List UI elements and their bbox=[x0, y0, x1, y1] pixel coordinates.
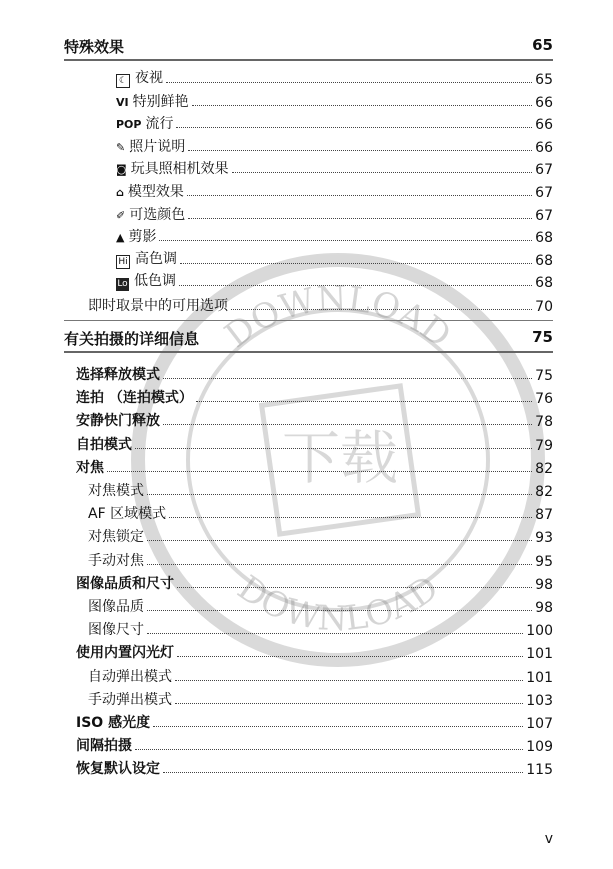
toc-entry[interactable] bbox=[116, 91, 553, 111]
dot-leader bbox=[196, 401, 532, 402]
toc-entry-page: 70 bbox=[535, 299, 553, 315]
photo-illustration-icon: ✎ bbox=[116, 140, 126, 154]
toc-subentry[interactable] bbox=[88, 689, 553, 709]
toc-entry-page: 87 bbox=[535, 507, 553, 524]
toc-entry-page: 101 bbox=[526, 669, 553, 686]
section-page: 75 bbox=[532, 328, 553, 346]
divider bbox=[64, 320, 553, 321]
section-title: 特殊效果 bbox=[64, 38, 125, 56]
toc-entry-label: 照片说明 bbox=[129, 138, 186, 155]
dot-leader bbox=[175, 680, 523, 681]
dot-leader bbox=[163, 378, 532, 379]
toc-entry-title bbox=[116, 226, 156, 246]
dot-leader bbox=[187, 195, 532, 196]
toc-entry-label: 图像品质 bbox=[88, 599, 144, 615]
toc-entry-title bbox=[116, 204, 185, 224]
toc-entry[interactable] bbox=[76, 434, 553, 454]
toc-entry-page: 67 bbox=[535, 185, 553, 201]
dot-leader bbox=[147, 540, 532, 541]
toc-subentry[interactable] bbox=[88, 596, 553, 616]
toc-entry[interactable] bbox=[76, 758, 553, 778]
dot-leader bbox=[175, 703, 523, 704]
toc-entry-page: 66 bbox=[535, 94, 553, 111]
toc-entry-label: 自动弹出模式 bbox=[88, 668, 172, 685]
dot-leader bbox=[169, 517, 532, 518]
toc-entry-label: 连拍 （连拍模式） bbox=[76, 390, 193, 407]
toc-entry-label: 夜视 bbox=[135, 70, 163, 86]
dot-leader bbox=[232, 172, 532, 173]
toc-entry-label: 玩具照相机效果 bbox=[130, 161, 229, 178]
toc-entry[interactable] bbox=[116, 271, 553, 291]
toc-entry-label: 模型效果 bbox=[127, 184, 184, 200]
section-divider bbox=[64, 59, 553, 61]
dot-leader bbox=[179, 285, 532, 286]
watermark-bottom-text: DOWNLOAD bbox=[230, 567, 446, 640]
toc-entry-label: ISO 感光度 bbox=[76, 715, 151, 731]
dot-leader bbox=[163, 772, 523, 773]
dot-leader bbox=[176, 127, 532, 128]
low-key-icon: Lo bbox=[117, 279, 128, 290]
dot-leader bbox=[166, 82, 532, 83]
section-title: 有关拍摄的详细信息 bbox=[64, 330, 200, 348]
toc-subentry[interactable] bbox=[88, 550, 553, 570]
toc-entry-label: 可选颜色 bbox=[129, 206, 186, 223]
watermark-center-text: 下载 bbox=[281, 424, 399, 492]
toc-entry-page: 115 bbox=[526, 762, 553, 779]
toc-entry-title bbox=[116, 158, 229, 178]
toc-entry[interactable] bbox=[116, 113, 553, 133]
toc-entry-label: 特别鲜艳 bbox=[132, 93, 189, 110]
toc-entry[interactable] bbox=[76, 573, 553, 593]
toc-entry-page: 101 bbox=[526, 646, 553, 663]
toc-entry-title bbox=[116, 270, 176, 291]
dot-leader bbox=[107, 471, 532, 472]
toc-entry-title bbox=[116, 136, 185, 156]
toc-entry-label: 高色调 bbox=[135, 250, 177, 267]
toc-entry[interactable] bbox=[116, 181, 553, 201]
toc-entry-label: 安静快门释放 bbox=[76, 413, 160, 430]
toc-entry-label: 间隔拍摄 bbox=[76, 738, 132, 755]
toc-entry-page: 68 bbox=[535, 252, 553, 269]
toc-entry-title bbox=[116, 181, 184, 201]
pop-icon: POP bbox=[116, 118, 142, 132]
toc-entry-label: 剪影 bbox=[128, 229, 157, 246]
toy-camera-icon: ◙ bbox=[116, 163, 127, 177]
dot-leader bbox=[153, 726, 523, 727]
vi-icon: VI bbox=[116, 95, 129, 109]
toc-entry-label: 选择释放模式 bbox=[76, 367, 160, 383]
toc-entry-page: 107 bbox=[526, 716, 553, 732]
dot-leader bbox=[135, 749, 523, 750]
toc-entry-label: 手动对焦 bbox=[88, 552, 144, 569]
toc-entry-label: 即时取景中的可用选项 bbox=[88, 298, 228, 314]
toc-entry-page: 66 bbox=[535, 139, 553, 156]
toc-entry[interactable] bbox=[116, 136, 553, 156]
toc-entry-page: 75 bbox=[535, 368, 553, 384]
toc-entry-page: 93 bbox=[535, 530, 553, 547]
toc-entry[interactable] bbox=[76, 387, 553, 407]
toc-entry-live-view[interactable] bbox=[88, 295, 553, 315]
page-number: v bbox=[544, 831, 553, 847]
toc-entry-page: 103 bbox=[526, 692, 553, 709]
toc-entry-label: 对焦 bbox=[76, 459, 104, 476]
toc-entry-page: 98 bbox=[535, 600, 553, 616]
toc-entry[interactable] bbox=[116, 226, 553, 246]
night-vision-icon: ☾ bbox=[116, 74, 130, 88]
toc-entry[interactable] bbox=[76, 712, 553, 732]
toc-entry-label: AF 区域模式 bbox=[88, 506, 167, 523]
toc-entry-title bbox=[116, 113, 173, 133]
toc-entry-page: 66 bbox=[535, 117, 553, 134]
high-key-icon: Hi bbox=[116, 255, 130, 269]
toc-entry-page: 109 bbox=[526, 739, 553, 756]
toc-entry-label: 手动弹出模式 bbox=[88, 691, 172, 708]
toc-subentry[interactable] bbox=[88, 480, 553, 500]
dot-leader bbox=[135, 448, 532, 449]
dot-leader bbox=[177, 587, 532, 588]
toc-entry-label: 流行 bbox=[145, 116, 174, 133]
toc-subentry[interactable] bbox=[88, 526, 553, 546]
toc-entry-label: 恢复默认设定 bbox=[76, 761, 160, 778]
toc-entry-page: 95 bbox=[535, 553, 553, 570]
dot-leader bbox=[177, 656, 523, 657]
toc-entry-page: 100 bbox=[526, 623, 553, 640]
toc-entry-page: 82 bbox=[535, 460, 553, 477]
toc-entry-page: 79 bbox=[535, 437, 553, 454]
dot-leader bbox=[147, 610, 532, 611]
toc-entry-page: 82 bbox=[535, 484, 553, 500]
toc-subentry[interactable] bbox=[88, 503, 553, 523]
toc-entry[interactable] bbox=[116, 68, 553, 88]
toc-entry-title bbox=[116, 67, 163, 88]
toc-entry-page: 67 bbox=[535, 162, 553, 179]
toc-subentry[interactable] bbox=[88, 619, 553, 639]
toc-entry-label: 图像尺寸 bbox=[88, 622, 144, 639]
dot-leader bbox=[147, 633, 523, 634]
dot-leader bbox=[159, 240, 532, 241]
toc-entry-title bbox=[116, 248, 177, 269]
miniature-icon: ⌂ bbox=[116, 186, 124, 199]
dot-leader bbox=[147, 564, 532, 565]
dot-leader bbox=[188, 218, 532, 219]
toc-entry-page: 68 bbox=[535, 275, 553, 292]
toc-entry-label: 低色调 bbox=[134, 273, 176, 290]
section-heading-shooting-details[interactable] bbox=[64, 328, 553, 354]
toc-entry[interactable] bbox=[76, 642, 553, 662]
toc-entry-page: 98 bbox=[535, 576, 553, 593]
toc-entry-label: 对焦模式 bbox=[88, 483, 144, 499]
toc-entry[interactable] bbox=[76, 364, 553, 384]
toc-entry[interactable] bbox=[76, 457, 553, 477]
toc-entry-label: 自拍模式 bbox=[76, 436, 132, 453]
dot-leader bbox=[231, 309, 532, 310]
toc-entry-label: 图像品质和尺寸 bbox=[76, 575, 174, 592]
toc-entry-page: 68 bbox=[535, 230, 553, 247]
selective-color-icon: ✐ bbox=[116, 208, 126, 222]
toc-entry-label: 对焦锁定 bbox=[88, 529, 144, 546]
toc-entry[interactable] bbox=[76, 410, 553, 430]
toc-entry[interactable] bbox=[76, 735, 553, 755]
toc-entry-label: 使用内置闪光灯 bbox=[76, 645, 174, 662]
section-heading-special-effects[interactable] bbox=[64, 36, 553, 62]
dot-leader bbox=[163, 424, 532, 425]
dot-leader bbox=[192, 105, 533, 106]
toc-entry-page: 65 bbox=[535, 72, 553, 88]
dot-leader bbox=[188, 150, 532, 151]
section-divider bbox=[64, 351, 553, 353]
toc-entry-page: 67 bbox=[535, 207, 553, 224]
section-page: 65 bbox=[532, 36, 553, 54]
dot-leader bbox=[180, 263, 532, 264]
toc-entry-page: 76 bbox=[535, 391, 553, 408]
dot-leader bbox=[147, 494, 532, 495]
watermark-top-text: DOWNLOAD bbox=[217, 278, 459, 356]
silhouette-icon: ▲ bbox=[116, 231, 125, 245]
toc-entry-title bbox=[116, 91, 189, 111]
toc-subentry[interactable] bbox=[88, 666, 553, 686]
toc-entry[interactable] bbox=[116, 249, 553, 269]
toc-entry[interactable] bbox=[116, 158, 553, 178]
toc-entry-page: 78 bbox=[535, 414, 553, 431]
toc-entry[interactable] bbox=[116, 204, 553, 224]
